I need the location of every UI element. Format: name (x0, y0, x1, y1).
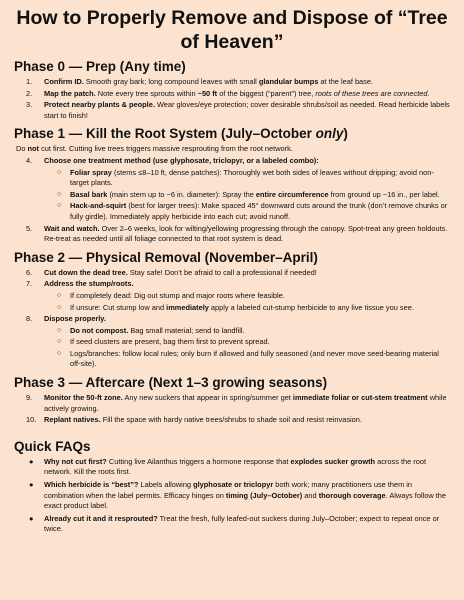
item-text: (stems ≤8–10 ft, dense patches): Thoroughly wet both sides of leaves without dripping; avoid non-target plants. (70, 167, 434, 188)
item-number: 7. (26, 279, 33, 289)
heading-text: Phase 1 — Kill the Root System (July–October (14, 126, 316, 142)
item-emphasis: immediately (166, 302, 209, 312)
phase-1-intro (16, 144, 450, 155)
list-item (14, 224, 450, 245)
item-text: apply a labeled cut-stump herbicide to any live tissue you see. (208, 302, 414, 312)
sub-list-item (14, 349, 450, 370)
sub-list-item (14, 326, 450, 337)
page-title: How to Properly Remove and Dispose of “Tree of Heaven” (16, 7, 448, 53)
item-number: 10. (26, 415, 37, 425)
list-item (14, 268, 450, 279)
faq-question: Already cut it and it resprouted? (44, 513, 158, 523)
item-text: If seed clusters are present, bag them first to prevent spread. (70, 337, 270, 347)
faq-emphasis: timing (July–October) (225, 490, 303, 500)
phase-3-heading: Phase 3 — Aftercare (Next 1–3 growing seasons) (14, 375, 328, 391)
faq-item (14, 514, 450, 535)
item-text: If completely dead: Dig out stump and major roots where feasible. (70, 290, 285, 300)
list-item (14, 77, 450, 88)
list-item (14, 89, 450, 100)
item-lead: Replant natives. (44, 415, 101, 425)
item-text: while actively growing. (44, 393, 447, 413)
bullet-icon: ● (29, 480, 34, 490)
item-number: 4. (26, 155, 33, 165)
heading-text: ) (343, 126, 348, 142)
item-lead: Do not compost. (70, 325, 129, 335)
item-lead: Cut down the dead tree. (44, 267, 128, 277)
item-text: Note every tree sprouts within (95, 88, 198, 98)
faq-emphasis: explodes sucker growth (290, 456, 376, 466)
bullet-icon: ○ (57, 326, 62, 334)
item-text: Stay safe! Don’t be afraid to call a professional if needed! (127, 267, 317, 277)
item-lead: Map the patch. (44, 88, 96, 98)
item-number: 2. (26, 88, 33, 98)
item-text: Logs/branches: follow local rules; only burn if allowed and fully seasoned (and never move seed-bearing material off-site). (70, 348, 439, 369)
item-emphasis: entire circumference (255, 189, 329, 199)
item-text: If unsure: Cut stump low and (70, 302, 167, 312)
faq-answer: Cutting live Ailanthus triggers a hormone response that (106, 456, 291, 466)
bullet-icon: ○ (57, 190, 62, 198)
item-emphasis: glandular bumps (258, 77, 319, 86)
item-text: Fill the space with hardy native trees/shrubs to shade soil and resist reinvasion. (100, 415, 362, 425)
item-emphasis: immediate foliar or cut-stem treatment (292, 393, 428, 403)
item-text: Over 2–6 weeks, look for wilting/yellowing progressing through the canopy. Spot-treat any green holdouts. Re-treat as needed until all foliage connected to that root system is dead. (44, 223, 448, 244)
faq-answer: both work; many practitioners use them in combination when the label permits. Efficacy hinges on (44, 480, 413, 500)
item-number: 5. (26, 223, 33, 233)
sub-list-item (14, 190, 450, 201)
list-item (14, 415, 450, 426)
item-number: 3. (26, 100, 33, 110)
list-item (14, 156, 450, 167)
bullet-icon: ○ (57, 202, 62, 210)
faq-item (14, 457, 450, 478)
sub-list-item (14, 168, 450, 189)
item-number: 6. (26, 267, 33, 277)
phase-0-list (14, 77, 450, 121)
item-lead: Confirm ID. (44, 77, 84, 86)
list-item (14, 314, 450, 325)
item-text: at the leaf base. (318, 77, 374, 86)
item-italic: roots of these trees are connected. (315, 88, 430, 98)
bullet-icon: ● (29, 456, 34, 466)
item-lead: Dispose properly. (44, 314, 106, 324)
sub-list-item (14, 337, 450, 348)
list-item (14, 279, 450, 290)
item-lead: Monitor the 50-ft zone. (44, 393, 123, 403)
item-lead: Foliar spray (70, 167, 112, 177)
list-item (14, 393, 450, 414)
faq-emphasis: glyphosate or triclopyr (193, 480, 274, 490)
item-lead: Protect nearby plants & people. (44, 100, 155, 110)
list-item (14, 100, 450, 121)
sub-list-item (14, 201, 450, 222)
intro-emphasis: not (27, 144, 40, 154)
item-emphasis: ~50 ft (197, 88, 218, 98)
bullet-icon: ○ (57, 349, 62, 357)
item-lead: Address the stump/roots. (44, 279, 134, 289)
phase-2-list (14, 268, 450, 370)
item-number: 9. (26, 393, 33, 403)
bullet-icon: ○ (57, 168, 62, 176)
bullet-icon: ○ (57, 338, 62, 346)
item-lead: Choose one treatment method (use glyphosate, triclopyr, or a labeled combo): (44, 155, 319, 165)
sub-list-item (14, 303, 450, 314)
bullet-icon: ○ (57, 303, 62, 311)
faq-answer: Labels allowing (138, 480, 194, 490)
faq-heading: Quick FAQs (14, 438, 91, 454)
faq-item (14, 480, 450, 512)
item-lead: Hack-and-squirt (70, 201, 127, 211)
intro-text: Do (16, 144, 28, 154)
faq-answer: Treat the fresh, fully leafed-out suckers during July–October; expect to repeat once or twice. (44, 513, 440, 534)
faq-question: Which herbicide is “best”? (44, 480, 139, 490)
phase-2-heading: Phase 2 — Physical Removal (November–April) (14, 249, 318, 265)
intro-text: cut first. Cutting live trees triggers massive resprouting from the root network. (39, 144, 293, 154)
bullet-icon: ● (29, 513, 34, 523)
sub-list-item (14, 291, 450, 302)
item-text: of the biggest (“parent”) tree, (217, 88, 316, 98)
phase-1-list (14, 156, 450, 245)
faq-list (14, 457, 450, 535)
item-text: Any new suckers that appear in spring/summer get (122, 393, 293, 403)
phase-1-heading (14, 125, 450, 142)
item-lead: Basal bark (70, 189, 108, 199)
faq-answer: . Always follow the exact product label. (44, 490, 447, 511)
bullet-icon: ○ (57, 291, 62, 299)
faq-answer: and (302, 490, 319, 500)
item-text: (main stem up to ~6 in. diameter): Spray the (107, 189, 256, 199)
faq-question: Why not cut first? (44, 456, 107, 466)
item-text: Wear gloves/eye protection; cover desirable shrubs/soil as needed. Read herbicide labels start to finish! (44, 100, 450, 120)
item-text: (best for larger trees): Make spaced 45° downward cuts around the trunk (don’t remove chunks or fully girdle). Immediately apply herbicide into each cut; avoid runoff. (70, 201, 448, 221)
phase-3-list (14, 393, 450, 426)
item-text: Bag small material; send to landfill. (128, 325, 245, 335)
item-lead: Wait and watch. (44, 223, 100, 233)
item-number: 8. (26, 314, 33, 324)
item-number: 1. (26, 77, 33, 86)
item-text: Smooth gray bark; long compound leaves with small (83, 77, 259, 86)
phase-0-heading: Phase 0 — Prep (Any time) (14, 59, 186, 74)
heading-italic: only (315, 126, 344, 142)
item-text: from ground up ~16 in., per label. (328, 189, 440, 199)
faq-answer: across the root network. Kill the roots first. (44, 456, 427, 477)
faq-emphasis: thorough coverage (318, 490, 386, 500)
